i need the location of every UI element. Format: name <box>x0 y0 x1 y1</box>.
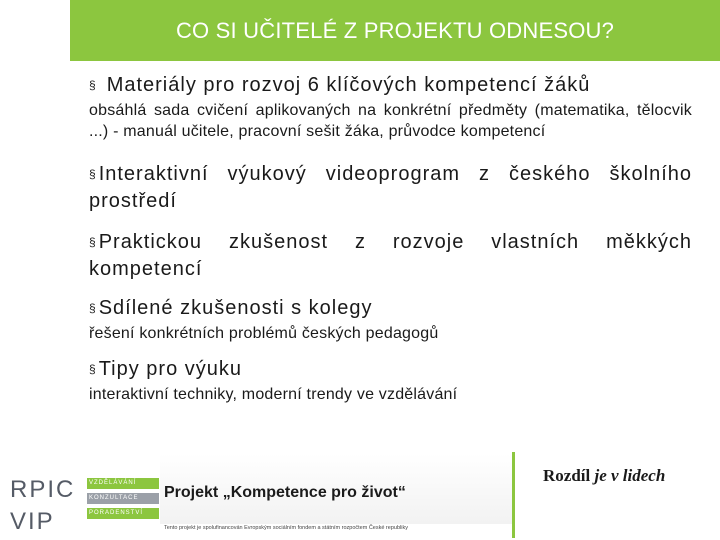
slogan-part-1: Rozdíl <box>543 466 591 485</box>
item-heading <box>89 229 692 283</box>
item-heading-text: Interaktivní výukový videoprogram z českého školního prostředí <box>89 163 692 212</box>
bullet-icon: § <box>89 167 97 181</box>
footer-divider <box>512 452 515 538</box>
logo-tags <box>87 478 159 523</box>
item-heading <box>89 161 692 215</box>
funding-note: Tento projekt je spolufinancován Evropským sociálním fondem a státním rozpočtem České republiky <box>164 525 408 531</box>
item-detail: interaktivní techniky, moderní trendy ve vzdělávání <box>89 386 458 403</box>
item-heading-text: Sdílené zkušenosti s kolegy <box>98 297 373 319</box>
list-item <box>89 229 692 283</box>
list-item <box>89 161 692 215</box>
list-item <box>89 72 692 142</box>
bullet-icon: § <box>89 235 97 249</box>
logo-wordmark <box>10 478 75 534</box>
project-banner <box>160 454 512 536</box>
logo-letters-top: RPIC <box>10 476 76 503</box>
item-detail: řešení konkrétních problémů českých pedagogů <box>89 325 439 342</box>
item-detail: obsáhlá sada cvičení aplikovaných na konkrétní předměty (matematika, tělocvik ...) - manuál učitele, pracovní sešit žáka, průvodce kompetencí <box>89 102 692 140</box>
logo-letters-bottom: VIP <box>10 508 55 535</box>
logo-tag: VZDĚLÁVÁNÍ <box>87 478 159 489</box>
item-heading <box>89 356 692 383</box>
item-heading <box>89 295 692 322</box>
list-item <box>89 295 692 344</box>
list-item <box>89 356 692 405</box>
title-bar <box>70 0 720 61</box>
logo-tag: PORADENSTVÍ <box>87 508 159 519</box>
project-title: Projekt „Kompetence pro život“ <box>164 484 406 501</box>
item-heading <box>89 72 692 99</box>
item-heading-text: Materiály pro rozvoj 6 klíčových kompetencí žáků <box>106 74 591 96</box>
slogan <box>543 466 665 486</box>
bullet-icon: § <box>89 362 97 376</box>
bullet-list <box>89 72 692 405</box>
item-heading-text: Praktickou zkušenost z rozvoje vlastních měkkých kompetencí <box>89 231 692 280</box>
rpic-vip-logo <box>10 478 160 540</box>
bullet-icon: § <box>89 301 97 315</box>
slide-title: CO SI UČITELÉ Z PROJEKTU ODNESOU? <box>175 17 615 43</box>
slogan-part-2: je v lidech <box>594 466 666 485</box>
bullet-icon: § <box>89 78 97 92</box>
logo-tag: KONZULTACE <box>87 493 159 504</box>
item-heading-text: Tipy pro výuku <box>98 358 242 380</box>
